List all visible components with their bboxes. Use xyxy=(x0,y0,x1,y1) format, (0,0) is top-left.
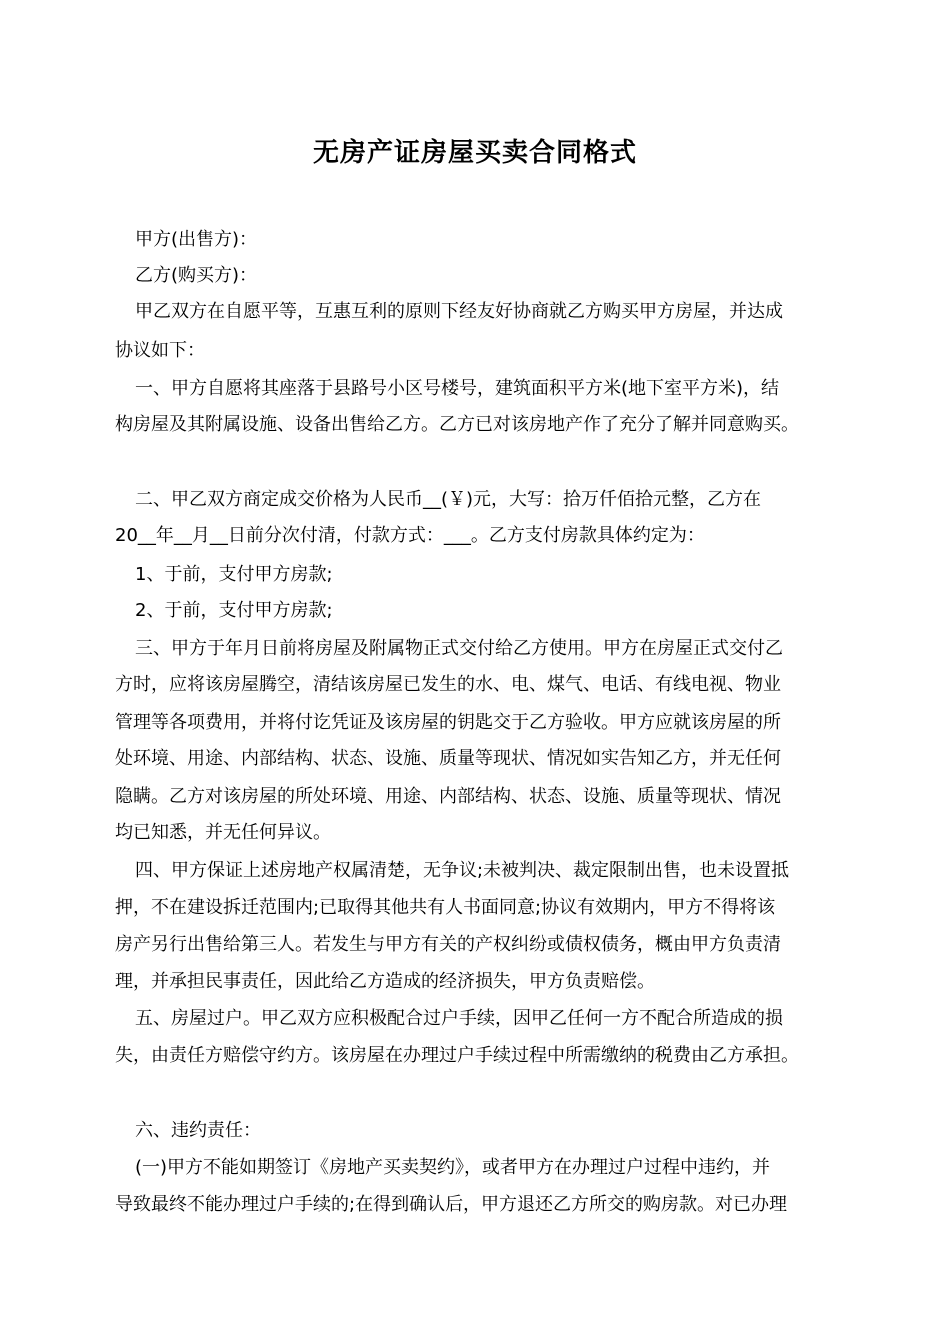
clause-4-line-2: 押，不在建设拆迁范围内;已取得其他共有人书面同意;协议有效期内，甲方不得将该 xyxy=(115,897,776,918)
clause-4-line-3: 房产另行出售给第三人。若发生与甲方有关的产权纠纷或债权债务，概由甲方负责清 xyxy=(115,934,781,955)
preamble-line-1: 甲乙双方在自愿平等，互惠互利的原则下经友好协商就乙方购买甲方房屋，并达成 xyxy=(135,301,783,322)
clause-3-line-4: 处环境、用途、内部结构、状态、设施、质量等现状、情况如实告知乙方，并无任何 xyxy=(115,748,781,769)
preamble-line-2: 协议如下： xyxy=(115,340,205,361)
document-title: 无房产证房屋买卖合同格式 xyxy=(312,138,637,168)
party-a-line: 甲方(出售方)： xyxy=(135,229,258,250)
clause-6-line-2: 导致最终不能办理过户手续的;在得到确认后，甲方退还乙方所交的购房款。对已办理 xyxy=(115,1194,788,1215)
clause-1-line-2: 构房屋及其附属设施、设备出售给乙方。乙方已对该房地产作了充分了解并同意购买。 xyxy=(115,414,799,435)
clause-3-line-3: 管理等各项费用，并将付讫凭证及该房屋的钥匙交于乙方验收。甲方应就该房屋的所 xyxy=(115,712,781,733)
payment-item-1: 1、于前，支付甲方房款; xyxy=(135,564,333,585)
clause-2-line-2: 20__年__月__日前分次付清，付款方式：___。乙方支付房款具体约定为： xyxy=(115,525,705,546)
payment-item-2: 2、于前，支付甲方房款; xyxy=(135,600,333,621)
clause-3-line-2: 方时，应将该房屋腾空，清结该房屋已发生的水、电、煤气、电话、有线电视、物业 xyxy=(115,674,781,695)
clause-4-line-1: 四、甲方保证上述房地产权属清楚，无争议;未被判决、裁定限制出售，也未设置抵 xyxy=(135,860,790,881)
clause-6-heading: 六、违约责任： xyxy=(135,1120,261,1141)
clause-6-line-1: (一)甲方不能如期签订《房地产买卖契约》，或者甲方在办理过户过程中违约，并 xyxy=(135,1157,771,1178)
clause-3-line-1: 三、甲方于年月日前将房屋及附属物正式交付给乙方使用。甲方在房屋正式交付乙 xyxy=(135,638,783,659)
clause-3-line-6: 均已知悉，并无任何异议。 xyxy=(115,822,331,843)
clause-1-line-1: 一、甲方自愿将其座落于县路号小区号楼号，建筑面积平方米(地下室平方米)，结 xyxy=(135,378,780,399)
clause-3-line-5: 隐瞒。乙方对该房屋的所处环境、用途、内部结构、状态、设施、质量等现状、情况 xyxy=(115,786,781,807)
clause-4-line-4: 理，并承担民事责任，因此给乙方造成的经济损失，甲方负责赔偿。 xyxy=(115,971,655,992)
clause-5-line-2: 失，由责任方赔偿守约方。该房屋在办理过户手续过程中所需缴纳的税费由乙方承担。 xyxy=(115,1045,799,1066)
party-b-line: 乙方(购买方)： xyxy=(135,265,258,286)
clause-5-line-1: 五、房屋过户。甲乙双方应积极配合过户手续，因甲乙任何一方不配合所造成的损 xyxy=(135,1008,783,1029)
clause-2-line-1: 二、甲乙双方商定成交价格为人民币__(￥)元，大写：拾万仟佰拾元整，乙方在 xyxy=(135,489,762,510)
